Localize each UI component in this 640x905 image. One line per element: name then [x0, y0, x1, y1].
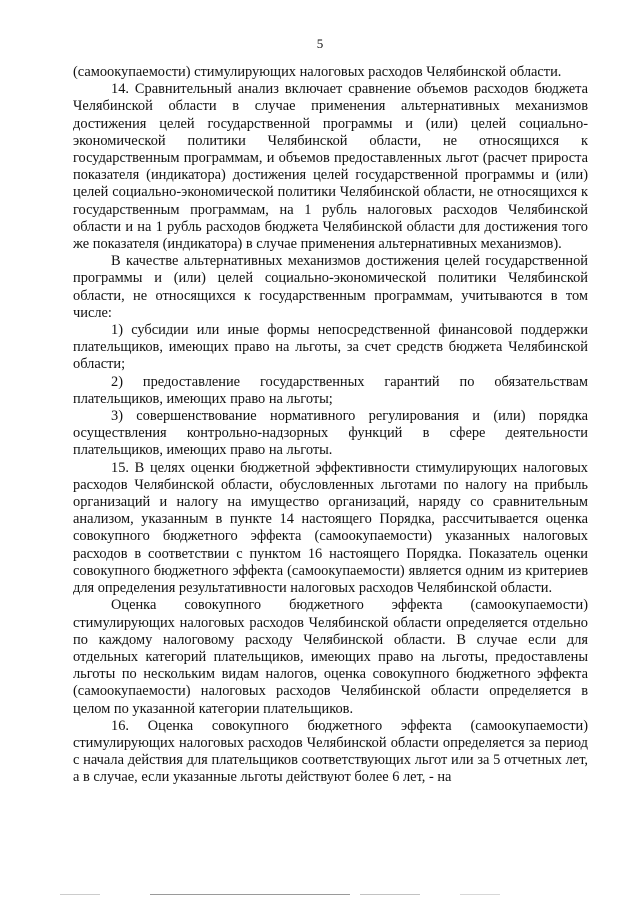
scan-artifact-rule	[60, 892, 580, 898]
page-number: 5	[316, 36, 324, 51]
paragraph-budget-effect-assessment: Оценка совокупного бюджетного эффекта (самоокупаемости) стимулирующих налоговых расходов Челябинской области определяется отдельно по каждому налоговому расходу Челябинской области. В случае если для отдельных категорий плательщиков, имеющих право на льготы, предоставлены льготы по нескольким видам налогов, оценка совокупного бюджетного эффекта (самоокупаемости) налоговых расходов Челябинской области определяется в целом по указанной категории плательщиков.	[73, 597, 588, 717]
list-item-1: 1) субсидии или иные формы непосредственной финансовой поддержки плательщиков, имеющих право на льготы, за счет средств бюджета Челябинской области;	[73, 322, 588, 373]
document-body	[73, 64, 588, 787]
paragraph-14: 14. Сравнительный анализ включает сравнение объемов расходов бюджета Челябинской области в случае применения альтернативных механизмов достижения целей государственной программы и (или) целей социально-экономической политики Челябинской области, не относящихся к государственным программам, и объемов предоставленных льгот (расчет прироста показателя (индикатора) достижения целей государственной программы и (или) целей социально-экономической политики Челябинской области, не относящихся к государственным программам, на 1 рубль налоговых расходов Челябинской области и на 1 рубль расходов бюджета Челябинской области для достижения того же показателя (индикатора) в случае применения альтернативных механизмов).	[73, 81, 588, 253]
list-item-3: 3) совершенствование нормативного регулирования и (или) порядка осуществления контрольно-надзорных функций в сфере деятельности плательщиков, имеющих право на льготы.	[73, 408, 588, 459]
paragraph-15: 15. В целях оценки бюджетной эффективности стимулирующих налоговых расходов Челябинской области, обусловленных льготами по налогу на прибыль организаций и налогу на имущество организаций, наряду со сравнительным анализом, указанным в пункте 14 настоящего Порядка, рассчитывается оценка совокупного бюджетного эффекта (самоокупаемости) указанных налоговых расходов в соответствии с пунктом 16 настоящего Порядка. Показатель оценки совокупного бюджетного эффекта (самоокупаемости) является одним из критериев для определения результативности налоговых расходов Челябинской области.	[73, 459, 588, 597]
list-item-2: 2) предоставление государственных гарантий по обязательствам плательщиков, имеющих право на льготы;	[73, 373, 588, 407]
paragraph-continuation: (самоокупаемости) стимулирующих налоговых расходов Челябинской области.	[73, 64, 562, 80]
paragraph-alternative-mechanisms: В качестве альтернативных механизмов достижения целей государственной программы и (или) целей социально-экономической политики Челябинской области, не относящихся к государственным программам, учитываются в том числе:	[73, 253, 588, 321]
paragraph-16: 16. Оценка совокупного бюджетного эффекта (самоокупаемости) стимулирующих налоговых расходов Челябинской области определяется за период с начала действия для плательщиков соответствующих льгот или за 5 отчетных лет, а в случае, если указанные льготы действуют более 6 лет, - на	[73, 717, 588, 786]
